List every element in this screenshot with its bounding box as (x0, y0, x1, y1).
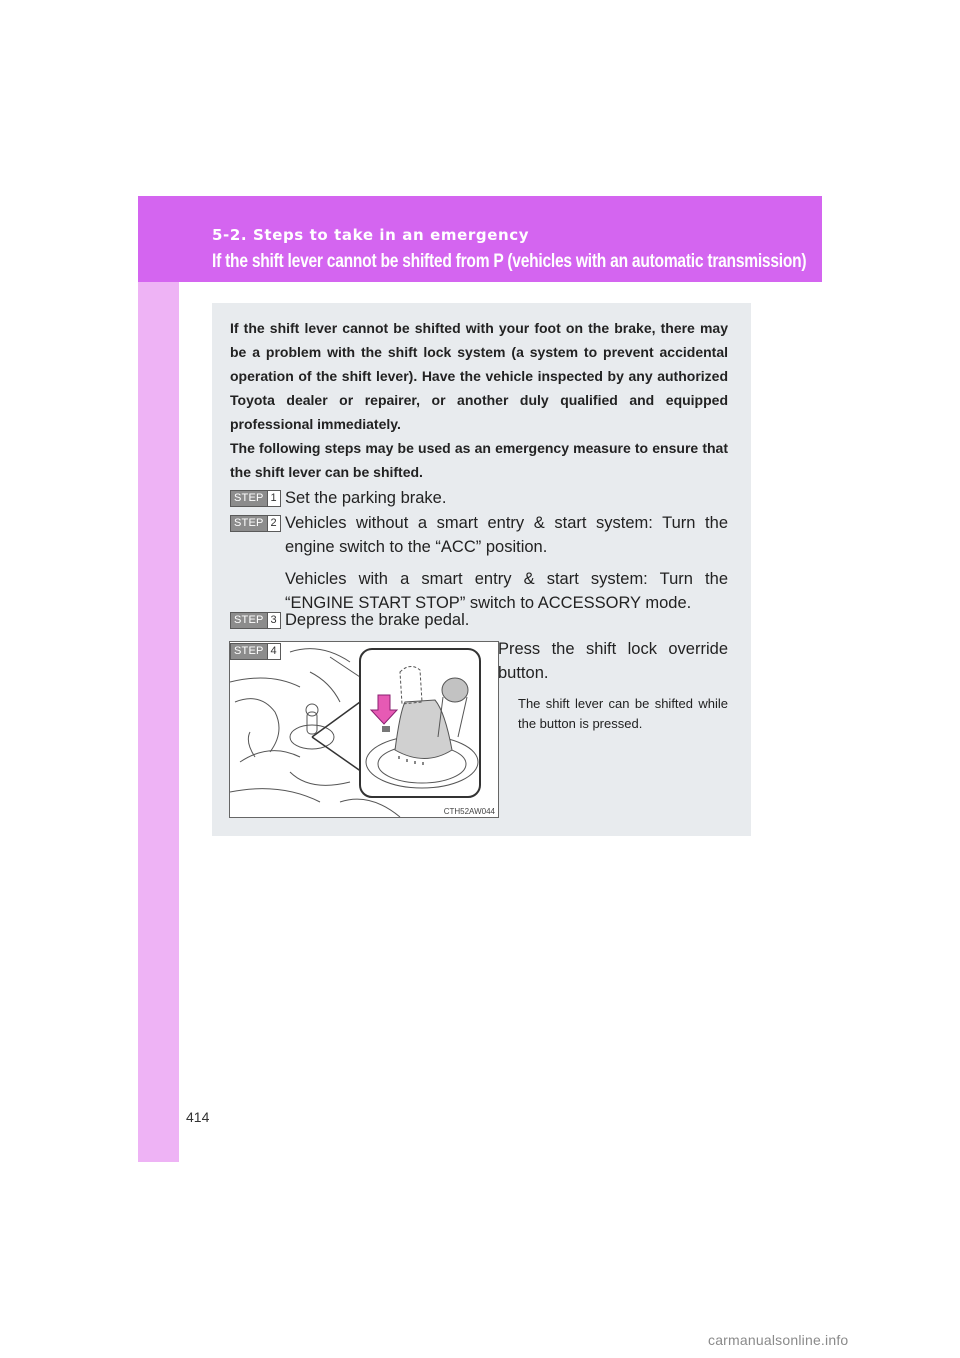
shift-lock-illustration (229, 641, 499, 818)
page-number: 414 (186, 1109, 210, 1125)
section-label: 5-2. Steps to take in an emergency (212, 226, 530, 244)
step-3-badge (230, 612, 281, 629)
chapter-side-strip (138, 196, 179, 1162)
step-badge-label: STEP (231, 644, 267, 659)
step-1-badge (230, 490, 281, 507)
step-1-text: Set the parking brake. (285, 489, 447, 507)
step-3 (230, 608, 728, 632)
step-2 (230, 511, 728, 615)
step-1 (230, 486, 728, 510)
step-4-note: The shift lever can be shifted while the button is pressed. (518, 696, 728, 731)
step-2-text: Vehicles without a smart entry & start system: Turn the engine switch to the “ACC” position. (285, 514, 728, 556)
step-badge-label: STEP (231, 491, 267, 506)
step-badge-number: 1 (267, 491, 280, 506)
page-title: If the shift lever cannot be shifted from P (vehicles with an automatic transmission) (212, 251, 807, 272)
step-2-badge (230, 515, 281, 532)
step-2-text-alt: Vehicles with a smart entry & start system: Turn the “ENGINE START STOP” switch to ACCESSORY mode. (285, 570, 728, 612)
step-badge-label: STEP (231, 516, 267, 531)
step-4-badge (230, 643, 281, 660)
step-3-text: Depress the brake pedal. (285, 611, 470, 629)
step-badge-number: 2 (267, 516, 280, 531)
intro-paragraph-2: The following steps may be used as an emergency measure to ensure that the shift lever can be shifted. (230, 440, 728, 480)
step-badge-label: STEP (231, 613, 267, 628)
step-badge-number: 4 (267, 644, 280, 659)
shift-lever-drawing (230, 642, 498, 817)
intro-paragraph-1: If the shift lever cannot be shifted with your foot on the brake, there may be a problem with the shift lock system (a system to prevent accidental operation of the shift lever). Have the vehicle inspected by any authorized Toyota dealer or repairer, or another duly qualified and equipped professional immediately. (230, 320, 728, 432)
step-4-text: Press the shift lock override button. (498, 640, 728, 682)
intro-text (230, 316, 728, 484)
step-badge-number: 3 (267, 613, 280, 628)
illustration-code: CTH52AW044 (443, 807, 495, 816)
watermark: carmanualsonline.info (708, 1332, 849, 1348)
